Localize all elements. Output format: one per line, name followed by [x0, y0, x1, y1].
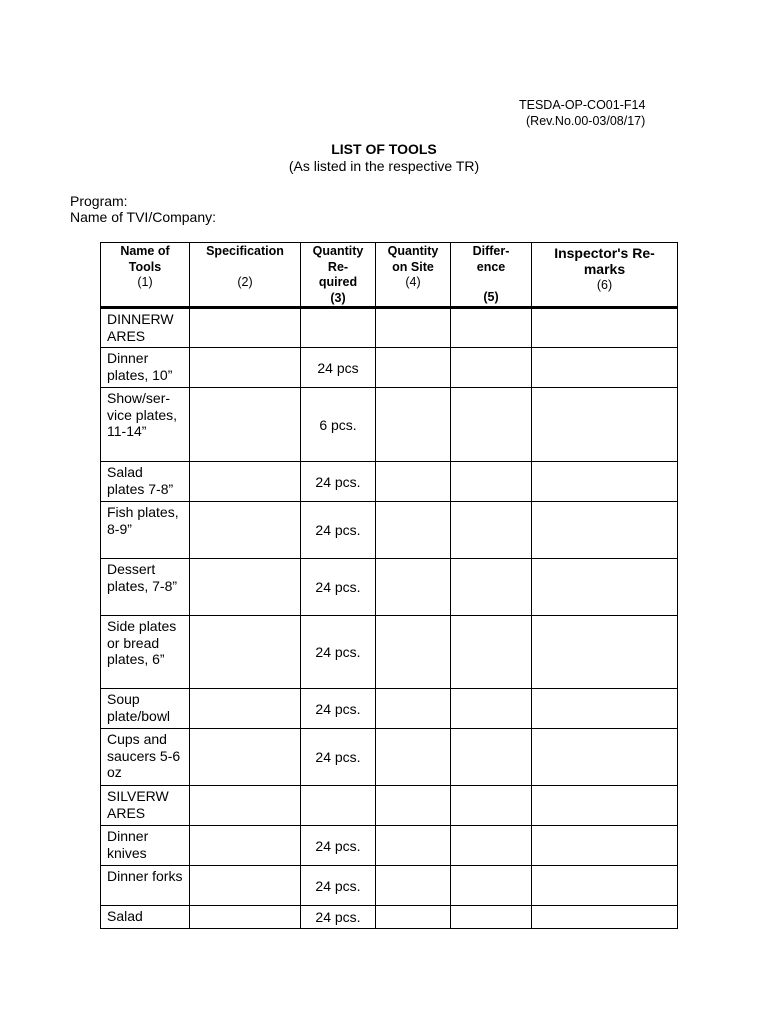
difference-cell[interactable]	[451, 786, 532, 826]
tool-name-cell: Soup plate/bowl	[101, 689, 190, 729]
table-row	[101, 348, 678, 388]
remarks-cell[interactable]	[532, 729, 678, 786]
form-fields	[70, 193, 216, 225]
table-row	[101, 826, 678, 866]
remarks-cell[interactable]	[532, 348, 678, 388]
form-revision: (Rev.No.00-03/08/17)	[526, 114, 646, 128]
specification-cell[interactable]	[190, 559, 301, 616]
quantity-required-cell: 24 pcs.	[301, 826, 376, 866]
specification-cell[interactable]	[190, 348, 301, 388]
remarks-cell[interactable]	[532, 826, 678, 866]
tool-name-cell: Cups and saucers 5-6 oz	[101, 729, 190, 786]
quantity-required-cell: 24 pcs.	[301, 729, 376, 786]
difference-cell[interactable]	[451, 616, 532, 689]
difference-cell[interactable]	[451, 906, 532, 929]
header-quantity-required: Quantity Re- quired (3)	[301, 243, 376, 308]
remarks-cell[interactable]	[532, 866, 678, 906]
difference-cell[interactable]	[451, 502, 532, 559]
quantity-required-cell: 24 pcs.	[301, 559, 376, 616]
quantity-on-site-cell[interactable]	[376, 388, 451, 462]
quantity-required-cell: 6 pcs.	[301, 388, 376, 462]
difference-cell[interactable]	[451, 866, 532, 906]
table-row	[101, 729, 678, 786]
tool-name-cell: Side plates or bread plates, 6”	[101, 616, 190, 689]
tool-name-cell: Salad plates 7-8”	[101, 462, 190, 502]
quantity-required-cell: 24 pcs.	[301, 502, 376, 559]
specification-cell[interactable]	[190, 616, 301, 689]
table-row	[101, 462, 678, 502]
quantity-on-site-cell[interactable]	[376, 866, 451, 906]
difference-cell[interactable]	[451, 729, 532, 786]
quantity-required-cell: 24 pcs	[301, 348, 376, 388]
tool-name-cell: Dinner plates, 10”	[101, 348, 190, 388]
table-row	[101, 308, 678, 348]
quantity-on-site-cell[interactable]	[376, 308, 451, 348]
specification-cell[interactable]	[190, 502, 301, 559]
quantity-required-cell: 24 pcs.	[301, 906, 376, 929]
tool-name-cell: Fish plates, 8-9”	[101, 502, 190, 559]
table-row	[101, 906, 678, 929]
table-row	[101, 616, 678, 689]
tool-name-cell: SILVERW ARES	[101, 786, 190, 826]
table-row	[101, 866, 678, 906]
tool-name-cell: Dinner knives	[101, 826, 190, 866]
page-title	[0, 141, 768, 175]
quantity-required-cell: 24 pcs.	[301, 689, 376, 729]
remarks-cell[interactable]	[532, 502, 678, 559]
tool-name-cell: DINNERW ARES	[101, 308, 190, 348]
header-name-of-tools: Name of Tools (1)	[101, 243, 190, 308]
company-label: Name of TVI/Company:	[70, 209, 217, 225]
quantity-on-site-cell[interactable]	[376, 616, 451, 689]
specification-cell[interactable]	[190, 308, 301, 348]
specification-cell[interactable]	[190, 906, 301, 929]
specification-cell[interactable]	[190, 866, 301, 906]
tool-name-cell: Show/ser-vice plates, 11-14”	[101, 388, 190, 462]
quantity-on-site-cell[interactable]	[376, 502, 451, 559]
difference-cell[interactable]	[451, 308, 532, 348]
tool-name-cell: Dinner forks	[101, 866, 190, 906]
quantity-on-site-cell[interactable]	[376, 462, 451, 502]
table-row	[101, 388, 678, 462]
difference-cell[interactable]	[451, 559, 532, 616]
tools-table	[100, 242, 678, 929]
remarks-cell[interactable]	[532, 906, 678, 929]
remarks-cell[interactable]	[532, 462, 678, 502]
header-specification: Specification (2)	[190, 243, 301, 308]
quantity-required-cell	[301, 786, 376, 826]
difference-cell[interactable]	[451, 462, 532, 502]
quantity-on-site-cell[interactable]	[376, 729, 451, 786]
specification-cell[interactable]	[190, 462, 301, 502]
quantity-required-cell: 24 pcs.	[301, 462, 376, 502]
remarks-cell[interactable]	[532, 388, 678, 462]
quantity-on-site-cell[interactable]	[376, 559, 451, 616]
remarks-cell[interactable]	[532, 308, 678, 348]
difference-cell[interactable]	[451, 388, 532, 462]
specification-cell[interactable]	[190, 729, 301, 786]
remarks-cell[interactable]	[532, 689, 678, 729]
program-label: Program:	[70, 193, 128, 209]
header-quantity-on-site: Quantity on Site (4)	[376, 243, 451, 308]
difference-cell[interactable]	[451, 826, 532, 866]
quantity-on-site-cell[interactable]	[376, 348, 451, 388]
table-header-row	[101, 243, 678, 308]
title-main: LIST OF TOOLS	[331, 141, 437, 157]
table-row	[101, 502, 678, 559]
difference-cell[interactable]	[451, 348, 532, 388]
form-code	[519, 97, 645, 129]
quantity-required-cell: 24 pcs.	[301, 616, 376, 689]
table-row	[101, 689, 678, 729]
quantity-required-cell: 24 pcs.	[301, 866, 376, 906]
difference-cell[interactable]	[451, 689, 532, 729]
remarks-cell[interactable]	[532, 559, 678, 616]
specification-cell[interactable]	[190, 388, 301, 462]
header-inspector-remarks: Inspector's Re- marks (6)	[532, 243, 678, 308]
header-difference: Differ- ence (5)	[451, 243, 532, 308]
quantity-on-site-cell[interactable]	[376, 786, 451, 826]
specification-cell[interactable]	[190, 786, 301, 826]
specification-cell[interactable]	[190, 826, 301, 866]
remarks-cell[interactable]	[532, 786, 678, 826]
title-subtitle: (As listed in the respective TR)	[288, 158, 480, 174]
quantity-on-site-cell[interactable]	[376, 906, 451, 929]
tool-name-cell: Dessert plates, 7-8”	[101, 559, 190, 616]
tool-name-cell: Salad	[101, 906, 190, 929]
table-row	[101, 559, 678, 616]
table-row	[101, 786, 678, 826]
quantity-required-cell	[301, 308, 376, 348]
quantity-on-site-cell[interactable]	[376, 689, 451, 729]
form-code-number: TESDA-OP-CO01-F14	[519, 98, 646, 112]
quantity-on-site-cell[interactable]	[376, 826, 451, 866]
specification-cell[interactable]	[190, 689, 301, 729]
remarks-cell[interactable]	[532, 616, 678, 689]
